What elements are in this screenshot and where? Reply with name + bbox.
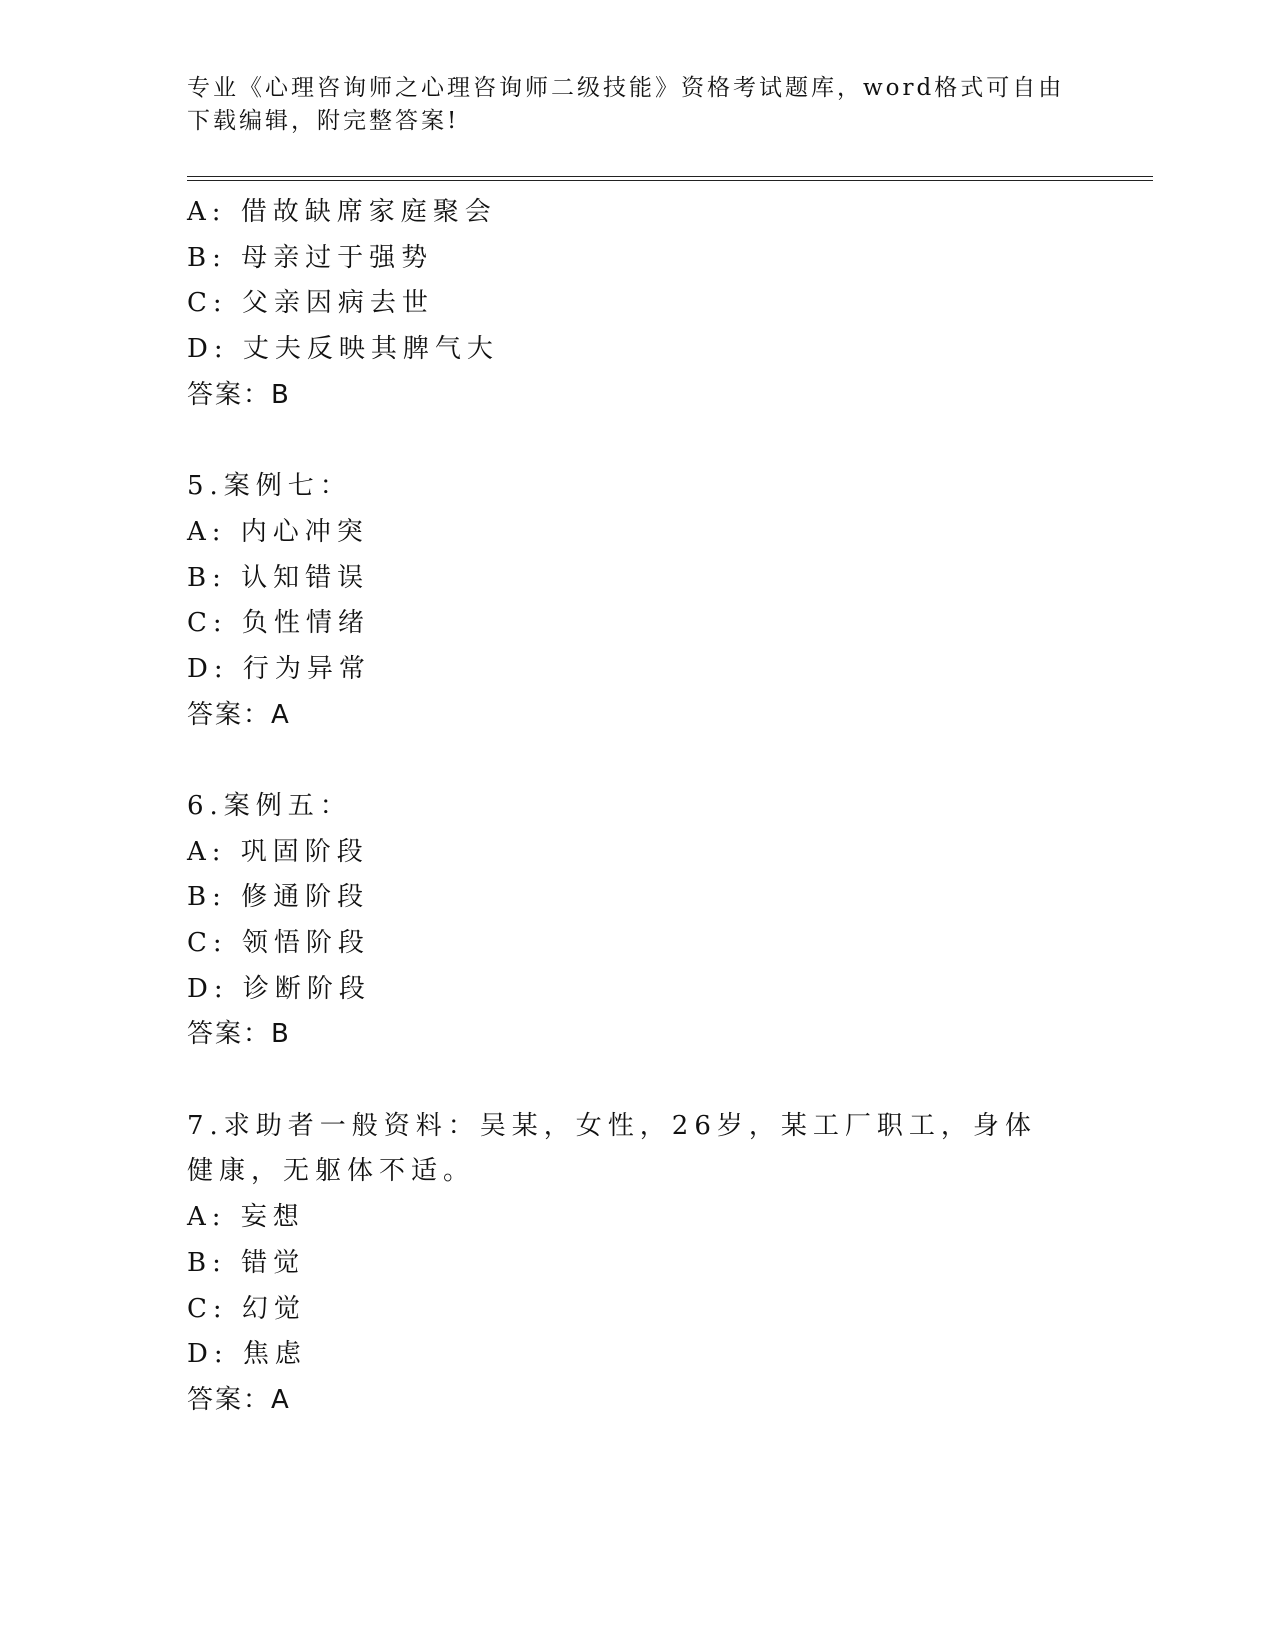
option-c: C: 父亲因病去世 xyxy=(187,288,434,319)
spacer xyxy=(187,738,1153,784)
question-stem: 6.案例五： xyxy=(187,790,352,821)
question-7-block xyxy=(187,1104,1153,1424)
option-d: D: 焦虑 xyxy=(187,1339,307,1370)
option-c: C: 领悟阶段 xyxy=(187,928,370,958)
option-d: D: 丈夫反映其脾气大 xyxy=(187,334,499,365)
question-stem: 5.案例七： xyxy=(187,471,352,502)
option-a: A: 巩固阶段 xyxy=(187,836,369,867)
option-b: B: 错觉 xyxy=(187,1247,306,1278)
option-d: D: 行为异常 xyxy=(187,653,371,684)
question-5-block xyxy=(187,464,1153,738)
header-divider xyxy=(187,176,1153,181)
option-c: C: 负性情绪 xyxy=(187,608,370,639)
question-stem: 7.求助者一般资料：吴某，女性，26岁，某工厂职工，身体健康，无躯体不适。 xyxy=(187,1110,1037,1187)
answer-line: 答案：A xyxy=(187,699,291,730)
option-a: A: 妄想 xyxy=(187,1202,305,1233)
option-a: A: 内心冲突 xyxy=(187,516,369,547)
document-header: 专业《心理咨询师之心理咨询师二级技能》资格考试题库，word格式可自由下载编辑，附完整答案! xyxy=(187,75,1065,134)
option-b: B: 认知错误 xyxy=(187,562,370,593)
answer-line: 答案：B xyxy=(187,1019,291,1050)
option-a: A: 借故缺席家庭聚会 xyxy=(187,197,497,227)
spacer xyxy=(187,418,1153,464)
spacer xyxy=(187,1058,1153,1104)
option-b: B: 母亲过于强势 xyxy=(187,242,434,273)
question-4-block xyxy=(187,190,1153,418)
option-d: D: 诊断阶段 xyxy=(187,973,371,1004)
question-6-block xyxy=(187,784,1153,1058)
answer-line: 答案：B xyxy=(187,379,291,410)
option-b: B: 修通阶段 xyxy=(187,882,370,913)
question-list xyxy=(187,190,1153,1424)
answer-line: 答案：A xyxy=(187,1384,291,1415)
option-c: C: 幻觉 xyxy=(187,1293,306,1324)
